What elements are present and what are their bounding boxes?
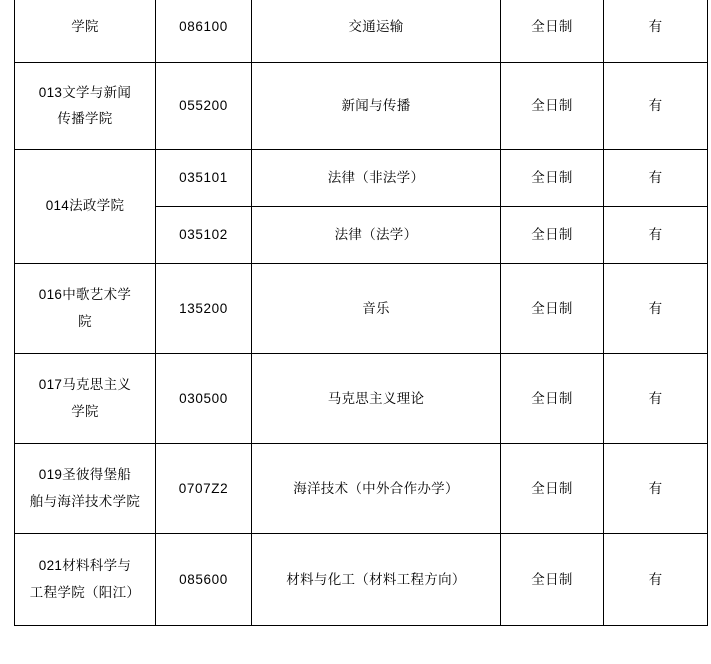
cell-availability: 有 — [604, 534, 708, 626]
cell-major-name: 交通运输 — [252, 0, 501, 63]
table-row — [15, 63, 708, 150]
cell-major-name: 音乐 — [252, 264, 501, 354]
cell-major-code: 0707Z2 — [156, 444, 252, 534]
cell-major-name: 海洋技术（中外合作办学） — [252, 444, 501, 534]
cell-study-mode: 全日制 — [501, 264, 604, 354]
cell-department: 学院 — [15, 0, 156, 63]
cell-study-mode: 全日制 — [501, 63, 604, 150]
cell-availability: 有 — [604, 150, 708, 207]
cell-study-mode: 全日制 — [501, 534, 604, 626]
cell-department: 019圣彼得堡船 舶与海洋技术学院 — [15, 444, 156, 534]
cell-study-mode: 全日制 — [501, 207, 604, 264]
cell-availability: 有 — [604, 63, 708, 150]
cell-major-code: 055200 — [156, 63, 252, 150]
table-row — [15, 264, 708, 354]
cell-major-name: 材料与化工（材料工程方向） — [252, 534, 501, 626]
admissions-table — [14, 0, 708, 626]
table-row — [15, 444, 708, 534]
cell-major-name: 法律（法学） — [252, 207, 501, 264]
cell-major-code: 030500 — [156, 354, 252, 444]
cell-study-mode: 全日制 — [501, 444, 604, 534]
cell-department: 021材料科学与 工程学院（阳江） — [15, 534, 156, 626]
cell-major-code: 035102 — [156, 207, 252, 264]
table-row — [15, 0, 708, 63]
cell-department: 016中歌艺术学 院 — [15, 264, 156, 354]
cell-major-name: 新闻与传播 — [252, 63, 501, 150]
cell-major-code: 035101 — [156, 150, 252, 207]
cell-major-name: 法律（非法学） — [252, 150, 501, 207]
cell-department: 013文学与新闻 传播学院 — [15, 63, 156, 150]
cell-study-mode: 全日制 — [501, 150, 604, 207]
cell-major-name: 马克思主义理论 — [252, 354, 501, 444]
cell-major-code: 086100 — [156, 0, 252, 63]
cell-department: 014法政学院 — [15, 150, 156, 264]
cell-study-mode: 全日制 — [501, 0, 604, 63]
table-row — [15, 534, 708, 626]
cell-availability: 有 — [604, 444, 708, 534]
table-row — [15, 150, 708, 207]
cell-availability: 有 — [604, 207, 708, 264]
cell-availability: 有 — [604, 0, 708, 63]
cell-availability: 有 — [604, 354, 708, 444]
table-row — [15, 354, 708, 444]
table-body — [15, 0, 708, 626]
cell-major-code: 085600 — [156, 534, 252, 626]
cell-availability: 有 — [604, 264, 708, 354]
cell-major-code: 135200 — [156, 264, 252, 354]
cell-department: 017马克思主义 学院 — [15, 354, 156, 444]
cell-study-mode: 全日制 — [501, 354, 604, 444]
